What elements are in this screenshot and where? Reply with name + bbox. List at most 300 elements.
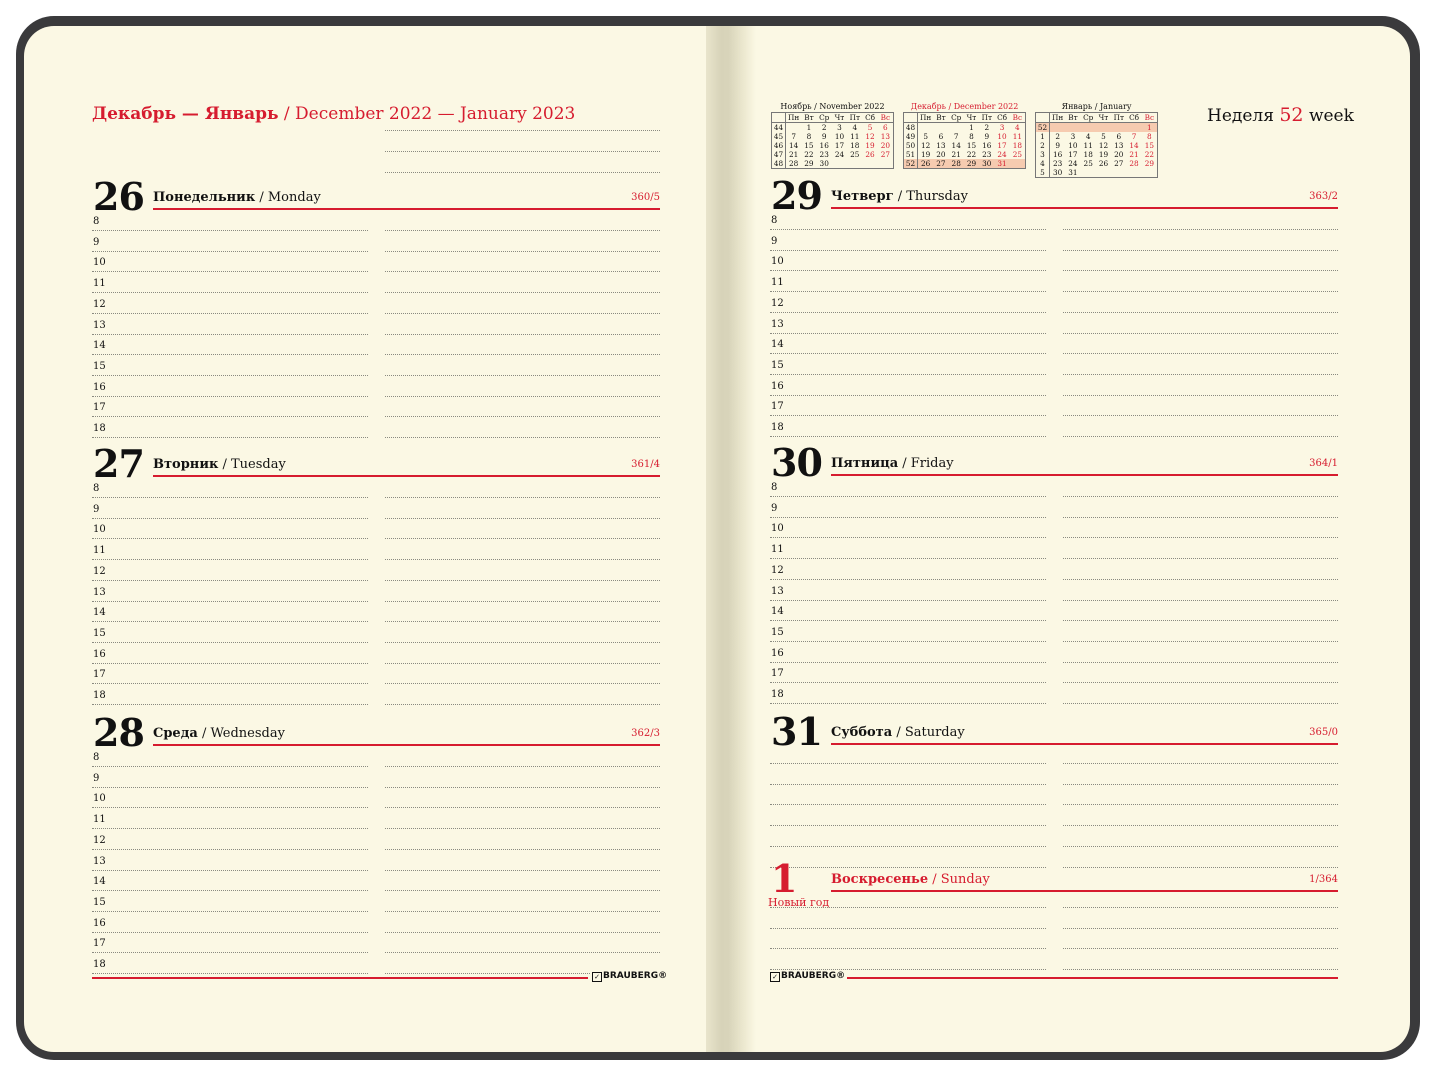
- mini-calendar-cell: 7: [953, 132, 959, 141]
- mini-calendar-cell: 14: [1129, 141, 1139, 150]
- holiday-note: Новый год: [768, 896, 830, 909]
- time-slot-line[interactable]: [92, 251, 368, 252]
- day-header-rule: [831, 743, 1338, 745]
- hour-label: 9: [771, 235, 778, 247]
- mini-calendar-cell: Вт: [801, 113, 816, 123]
- time-slot-line[interactable]: [92, 271, 368, 272]
- note-line[interactable]: [385, 292, 660, 293]
- note-line[interactable]: [770, 928, 1046, 929]
- time-slot-line[interactable]: [92, 313, 368, 314]
- weekday-ru: Пятница: [831, 456, 899, 471]
- hour-label: 9: [771, 502, 778, 514]
- mini-calendar-cell: Чт: [1096, 113, 1111, 123]
- time-slot-line[interactable]: [92, 621, 368, 622]
- mini-calendar-cell: 16: [982, 141, 992, 150]
- day-header-rule: [831, 890, 1338, 892]
- note-line[interactable]: [1063, 374, 1338, 375]
- note-line[interactable]: [385, 787, 660, 788]
- mini-calendar-cell: 2: [821, 123, 827, 132]
- note-line[interactable]: [1063, 496, 1338, 497]
- mini-calendar-cell: 16: [819, 141, 829, 150]
- mini-calendar-cell: 28: [949, 159, 964, 168]
- note-line[interactable]: [385, 416, 660, 417]
- mini-calendar-box: [1035, 112, 1158, 178]
- hour-label: 11: [93, 814, 106, 826]
- note-line[interactable]: [385, 849, 660, 850]
- mini-calendar-cell: [1081, 123, 1096, 132]
- time-slot-line[interactable]: [92, 437, 368, 438]
- note-line[interactable]: [1063, 662, 1338, 663]
- day-header-rule: [153, 208, 660, 210]
- time-slot-line[interactable]: [770, 333, 1046, 334]
- mini-calendar-cell: 26: [918, 159, 933, 168]
- time-slot-line[interactable]: [770, 270, 1046, 271]
- hour-label: 15: [771, 359, 784, 371]
- mini-calendar-cell: 19: [865, 141, 875, 150]
- mini-calendar-cell: Ср: [949, 113, 964, 123]
- weekday-en: / Friday: [902, 456, 954, 471]
- day-of-year-count: 1/364: [1309, 874, 1338, 885]
- hour-label: 15: [93, 896, 106, 908]
- mini-calendar-cell: 13: [880, 132, 890, 141]
- mini-calendar-cell: [1096, 168, 1111, 177]
- note-line[interactable]: [770, 867, 1046, 868]
- note-line[interactable]: [1063, 600, 1338, 601]
- time-slot-line[interactable]: [770, 291, 1046, 292]
- note-line[interactable]: [1063, 250, 1338, 251]
- note-line[interactable]: [1063, 703, 1338, 704]
- note-line[interactable]: [1063, 804, 1338, 805]
- hour-label: 16: [93, 917, 106, 929]
- note-line[interactable]: [1063, 558, 1338, 559]
- note-line[interactable]: [1063, 436, 1338, 437]
- mini-calendar-cell: 27: [933, 159, 948, 168]
- time-slot-line[interactable]: [770, 415, 1046, 416]
- mini-calendar-cell: 52: [904, 159, 918, 168]
- mini-calendar-cell: 21: [788, 150, 799, 159]
- note-line[interactable]: [385, 704, 660, 705]
- time-slot-line[interactable]: [92, 375, 368, 376]
- hour-label: 18: [93, 690, 106, 701]
- hour-label: 8: [93, 483, 100, 494]
- mini-calendar-cell: Ср: [1081, 113, 1096, 123]
- mini-calendar-cell: 12: [1098, 141, 1109, 150]
- hour-label: 13: [93, 319, 106, 331]
- note-line[interactable]: [385, 559, 660, 560]
- mini-calendar-grid: [904, 113, 1025, 168]
- time-slot-line[interactable]: [92, 807, 368, 808]
- mini-calendar-cell: 10: [834, 132, 845, 141]
- time-slot-line[interactable]: [770, 517, 1046, 518]
- note-line[interactable]: [1063, 928, 1338, 929]
- mini-calendar-cell: 2: [984, 123, 990, 132]
- note-line[interactable]: [1063, 948, 1338, 949]
- note-line[interactable]: [385, 766, 660, 767]
- hour-label: 13: [771, 318, 784, 330]
- mini-calendar-cell: 1: [1036, 132, 1050, 141]
- mini-calendar-cell: [1126, 123, 1141, 132]
- time-slot-line[interactable]: [770, 229, 1046, 230]
- time-slot-line[interactable]: [770, 250, 1046, 251]
- weekday-en: / Thursday: [897, 189, 968, 204]
- note-line[interactable]: [385, 807, 660, 808]
- time-slot-line[interactable]: [92, 952, 368, 953]
- mini-calendar-cell: Сб: [994, 113, 1009, 123]
- time-slot-line[interactable]: [92, 890, 368, 891]
- note-line[interactable]: [1063, 784, 1338, 785]
- day-header-rule: [153, 475, 660, 477]
- note-line[interactable]: [385, 230, 660, 231]
- note-line[interactable]: [385, 251, 660, 252]
- time-slot-line[interactable]: [92, 559, 368, 560]
- time-slot-line[interactable]: [770, 436, 1046, 437]
- mini-calendar-cell: 51: [904, 150, 918, 159]
- note-line[interactable]: [385, 601, 660, 602]
- note-line[interactable]: [385, 642, 660, 643]
- time-slot-line[interactable]: [92, 518, 368, 519]
- time-slot-line[interactable]: [92, 538, 368, 539]
- weekday-ru: Понедельник: [153, 190, 256, 205]
- note-line[interactable]: [1063, 333, 1338, 334]
- hour-label: 8: [771, 215, 778, 226]
- note-line[interactable]: [770, 948, 1046, 949]
- note-line[interactable]: [1063, 537, 1338, 538]
- hour-label: 10: [93, 793, 106, 805]
- mini-calendar-cell: 48: [772, 159, 786, 168]
- day-number: 1: [771, 856, 797, 901]
- hour-label: 15: [771, 626, 784, 638]
- mini-calendar-cell: 8: [806, 132, 812, 141]
- weekday-en: / Wednesday: [201, 726, 285, 741]
- time-slot-line[interactable]: [770, 641, 1046, 642]
- note-line[interactable]: [770, 846, 1046, 847]
- time-slot-line[interactable]: [92, 932, 368, 933]
- time-slot-line[interactable]: [770, 703, 1046, 704]
- time-slot-line[interactable]: [770, 395, 1046, 396]
- time-slot-line[interactable]: [770, 374, 1046, 375]
- hour-label: 8: [93, 216, 100, 227]
- mini-calendar-grid: [772, 113, 893, 168]
- note-line[interactable]: [1063, 353, 1338, 354]
- hour-label: 16: [771, 647, 784, 659]
- note-line[interactable]: [385, 890, 660, 891]
- mini-calendar-cell: 9: [984, 132, 990, 141]
- mini-calendar-cell: 14: [788, 141, 799, 150]
- mini-calendar-cell: Чт: [964, 113, 979, 123]
- mini-calendar-cell: Чт: [832, 113, 847, 123]
- time-slot-line[interactable]: [770, 579, 1046, 580]
- week-en: week: [1308, 106, 1354, 126]
- mini-calendar-cell: 49: [904, 132, 918, 141]
- time-slot-line[interactable]: [92, 497, 368, 498]
- mini-calendar-cell: 30: [979, 159, 994, 168]
- mini-calendar-title: Январь / January: [1061, 102, 1132, 111]
- note-line[interactable]: [1063, 517, 1338, 518]
- note-line[interactable]: [1063, 620, 1338, 621]
- mini-calendar-title: Декабрь / December 2022: [910, 102, 1019, 111]
- time-slot-line[interactable]: [92, 230, 368, 231]
- note-line[interactable]: [1063, 907, 1338, 908]
- mini-calendar-cell: Вт: [933, 113, 948, 123]
- mini-calendar-cell: Вс: [878, 113, 893, 123]
- hour-label: 10: [771, 523, 784, 535]
- note-line[interactable]: [385, 151, 660, 152]
- mini-calendar-cell: 3: [837, 123, 842, 132]
- hour-label: 11: [771, 544, 784, 556]
- mini-calendar-cell: 1: [806, 123, 812, 132]
- hour-label: 15: [93, 360, 106, 372]
- brand-logo-right: ✓ BRAUBERG®: [768, 971, 847, 982]
- time-slot-line[interactable]: [770, 620, 1046, 621]
- mini-calendar-cell: 25: [1012, 150, 1022, 159]
- mini-calendar-cell: Сб: [862, 113, 877, 123]
- note-line[interactable]: [385, 828, 660, 829]
- mini-calendar-cell: Пн: [786, 113, 801, 123]
- mini-calendar-cell: 24: [834, 150, 845, 159]
- mini-calendar-cell: 27: [880, 150, 890, 159]
- mini-calendar-cell: 15: [966, 141, 977, 150]
- day-of-year-count: 360/5: [631, 192, 660, 203]
- mini-calendar-cell: 1: [969, 123, 974, 132]
- mini-calendar-cell: 7: [791, 132, 796, 141]
- week-number: 52: [1279, 104, 1304, 126]
- time-slot-line[interactable]: [92, 870, 368, 871]
- hour-label: 17: [771, 668, 784, 680]
- time-slot-line[interactable]: [92, 683, 368, 684]
- note-line[interactable]: [385, 952, 660, 953]
- note-line[interactable]: [1063, 312, 1338, 313]
- mini-calendar-cell: 13: [936, 141, 946, 150]
- hour-label: 13: [93, 586, 106, 598]
- time-slot-line[interactable]: [92, 911, 368, 912]
- week-label: [1207, 104, 1354, 127]
- mini-calendar-cell: [1126, 168, 1141, 177]
- note-line[interactable]: [1063, 846, 1338, 847]
- mini-calendar-cell: 29: [804, 159, 814, 168]
- hour-label: 12: [93, 298, 106, 310]
- mini-calendar-cell: Вс: [1142, 113, 1157, 123]
- mini-calendar-cell: 45: [772, 132, 786, 141]
- mini-calendar-cell: 4: [1036, 159, 1050, 168]
- mini-calendar-cell: 26: [865, 150, 875, 159]
- mini-calendar-cell: 7: [1131, 132, 1137, 141]
- note-line[interactable]: [385, 580, 660, 581]
- time-slot-line[interactable]: [770, 496, 1046, 497]
- weekday-label: [831, 189, 968, 205]
- hour-label: 17: [771, 401, 784, 413]
- time-slot-line[interactable]: [92, 704, 368, 705]
- hour-label: 14: [93, 607, 106, 619]
- mini-calendar-cell: 19: [920, 150, 931, 159]
- mini-calendar-cell: [862, 159, 877, 168]
- brand-name: BRAUBERG: [603, 971, 659, 981]
- note-line[interactable]: [1063, 229, 1338, 230]
- note-line[interactable]: [385, 396, 660, 397]
- time-slot-line[interactable]: [92, 580, 368, 581]
- hour-label: 12: [93, 565, 106, 577]
- time-slot-line[interactable]: [92, 416, 368, 417]
- mini-calendar-cell: 29: [964, 159, 979, 168]
- mini-calendar-cell: 2: [1036, 141, 1050, 150]
- hour-label: 10: [93, 257, 106, 269]
- mini-calendar-cell: 8: [1147, 132, 1152, 141]
- time-slot-line[interactable]: [92, 828, 368, 829]
- mini-calendar-cell: 22: [966, 150, 977, 159]
- time-slot-line[interactable]: [770, 682, 1046, 683]
- hour-label: 18: [93, 959, 106, 970]
- mini-calendar-cell: 3: [999, 123, 1005, 132]
- note-line[interactable]: [1063, 579, 1338, 580]
- time-slot-line[interactable]: [92, 642, 368, 643]
- note-line[interactable]: [385, 683, 660, 684]
- note-line[interactable]: [385, 911, 660, 912]
- time-slot-line[interactable]: [770, 353, 1046, 354]
- note-line[interactable]: [385, 663, 660, 664]
- note-line[interactable]: [385, 130, 660, 131]
- mini-calendar-cell: 29: [1144, 159, 1154, 168]
- note-line[interactable]: [1063, 969, 1338, 970]
- mini-calendar-box: [903, 112, 1026, 169]
- note-line[interactable]: [385, 538, 660, 539]
- mini-calendar-cell: 5: [923, 132, 928, 141]
- hour-label: 9: [93, 236, 100, 248]
- note-line[interactable]: [770, 969, 1046, 970]
- note-line[interactable]: [1063, 763, 1338, 764]
- mini-calendar-cell: [1050, 123, 1065, 132]
- hour-label: 9: [93, 772, 100, 784]
- time-slot-line[interactable]: [92, 787, 368, 788]
- mini-calendar-cell: 3: [1070, 132, 1076, 141]
- hour-label: 8: [771, 482, 778, 493]
- note-line[interactable]: [1063, 641, 1338, 642]
- note-line[interactable]: [1063, 415, 1338, 416]
- hour-label: 10: [771, 256, 784, 268]
- mini-calendar-cell: 44: [772, 123, 786, 132]
- note-line[interactable]: [385, 375, 660, 376]
- time-slot-line[interactable]: [92, 849, 368, 850]
- mini-calendar-cell: 19: [1098, 150, 1109, 159]
- note-line[interactable]: [1063, 395, 1338, 396]
- note-line[interactable]: [770, 784, 1046, 785]
- time-slot-line[interactable]: [92, 663, 368, 664]
- mini-calendar-cell: 17: [834, 141, 845, 150]
- week-ru: Неделя: [1207, 106, 1274, 126]
- mini-calendar-cell: 22: [804, 150, 814, 159]
- time-slot-line[interactable]: [770, 312, 1046, 313]
- note-line[interactable]: [1063, 867, 1338, 868]
- mini-calendar-cell: [918, 123, 933, 132]
- time-slot-line[interactable]: [770, 600, 1046, 601]
- hour-label: 17: [93, 402, 106, 414]
- note-line[interactable]: [385, 271, 660, 272]
- mini-calendar-cell: 17: [1068, 150, 1078, 159]
- time-slot-line[interactable]: [770, 558, 1046, 559]
- note-line[interactable]: [385, 518, 660, 519]
- note-line[interactable]: [1063, 270, 1338, 271]
- hour-label: 15: [93, 627, 106, 639]
- day-header-rule: [153, 744, 660, 746]
- note-line[interactable]: [1063, 291, 1338, 292]
- mini-calendar-cell: [1065, 123, 1080, 132]
- page-footer-rule: [838, 977, 1338, 979]
- hour-label: 18: [771, 689, 784, 700]
- time-slot-line[interactable]: [92, 766, 368, 767]
- mini-calendar-cell: 21: [951, 150, 961, 159]
- mini-calendar-cell: 27: [1114, 159, 1124, 168]
- note-line[interactable]: [385, 932, 660, 933]
- weekday-label: [831, 725, 965, 741]
- mini-calendar-cell: 13: [1114, 141, 1124, 150]
- mini-calendar-cell: 21: [1129, 150, 1139, 159]
- hour-label: 14: [93, 340, 106, 352]
- note-line[interactable]: [385, 621, 660, 622]
- weekday-label: [153, 726, 285, 742]
- time-slot-line[interactable]: [92, 973, 368, 974]
- mini-calendar-cell: 20: [880, 141, 890, 150]
- hour-label: 16: [93, 381, 106, 393]
- mini-calendar-cell: 11: [1083, 141, 1093, 150]
- day-number: 26: [93, 174, 144, 219]
- mini-calendar-cell: 24: [1068, 159, 1078, 168]
- mini-calendar-cell: 20: [1114, 150, 1124, 159]
- mini-calendar-cell: 14: [951, 141, 961, 150]
- mini-calendar-cell: Пн: [918, 113, 933, 123]
- mini-calendar-cell: 26: [1098, 159, 1109, 168]
- weekday-ru: Среда: [153, 726, 198, 741]
- note-line[interactable]: [385, 497, 660, 498]
- time-slot-line[interactable]: [92, 354, 368, 355]
- time-slot-line[interactable]: [92, 396, 368, 397]
- time-slot-line[interactable]: [770, 662, 1046, 663]
- hour-label: 8: [93, 752, 100, 763]
- time-slot-line[interactable]: [92, 601, 368, 602]
- note-line[interactable]: [385, 313, 660, 314]
- mini-calendar-cell: 6: [883, 123, 888, 132]
- hour-label: 17: [93, 669, 106, 681]
- mini-calendar-cell: 50: [904, 141, 918, 150]
- mini-calendar-cell: Пт: [847, 113, 862, 123]
- page-gutter: [706, 26, 756, 1052]
- mini-calendar-cell: 9: [1055, 141, 1060, 150]
- mini-calendar-cell: Пт: [979, 113, 994, 123]
- hour-label: 16: [93, 648, 106, 660]
- mini-calendar-cell: [832, 159, 847, 168]
- mini-calendar-cell: [1111, 168, 1126, 177]
- time-slot-line[interactable]: [92, 292, 368, 293]
- hour-label: 13: [771, 585, 784, 597]
- note-line[interactable]: [1063, 682, 1338, 683]
- note-line[interactable]: [385, 437, 660, 438]
- mini-calendar-cell: Вс: [1010, 113, 1025, 123]
- note-line[interactable]: [385, 354, 660, 355]
- note-line[interactable]: [385, 334, 660, 335]
- hour-label: 18: [771, 422, 784, 433]
- note-line[interactable]: [385, 870, 660, 871]
- day-number: 29: [771, 173, 822, 218]
- note-line[interactable]: [770, 825, 1046, 826]
- mini-calendar-cell: [1111, 123, 1126, 132]
- note-line[interactable]: [770, 804, 1046, 805]
- mini-calendar-cell: 24: [997, 150, 1007, 159]
- note-line[interactable]: [1063, 825, 1338, 826]
- weekday-ru: Суббота: [831, 725, 893, 740]
- note-line[interactable]: [770, 763, 1046, 764]
- mini-calendar-box: [771, 112, 894, 169]
- time-slot-line[interactable]: [770, 537, 1046, 538]
- time-slot-line[interactable]: [92, 334, 368, 335]
- note-line[interactable]: [385, 172, 660, 173]
- day-of-year-count: 361/4: [631, 459, 660, 470]
